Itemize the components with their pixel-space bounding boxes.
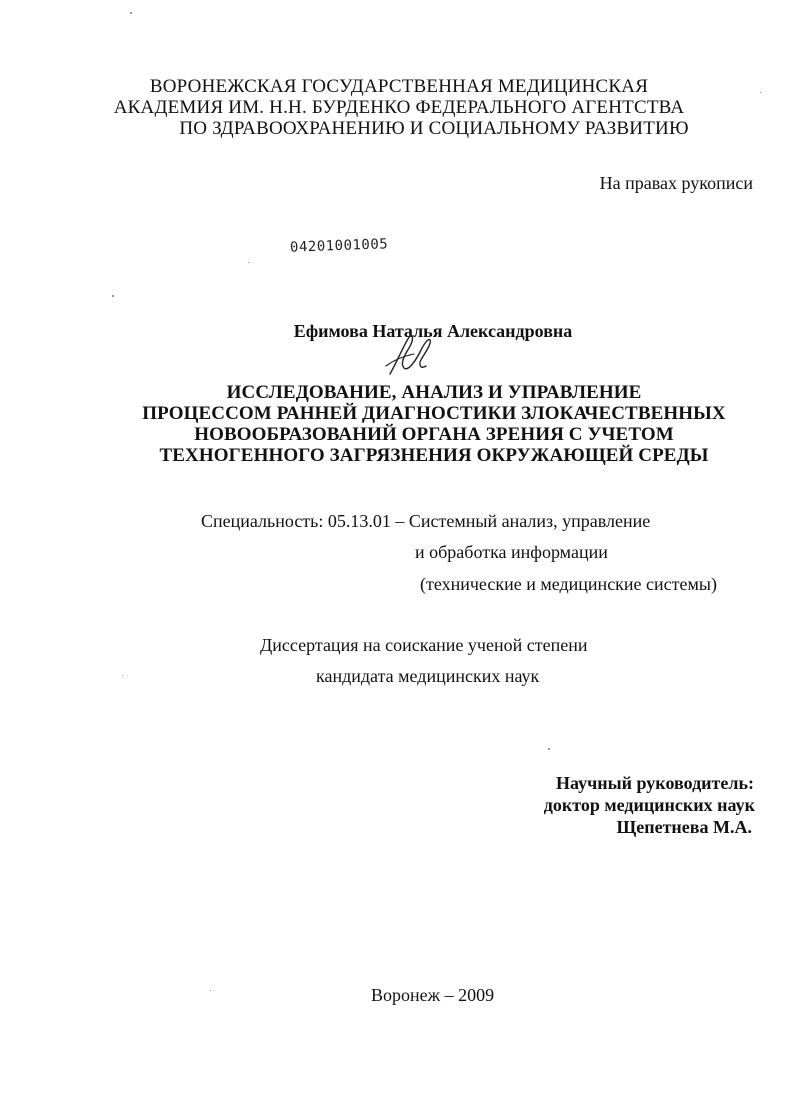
supervisor-name: Щепетнева М.А.: [616, 817, 752, 837]
specialty-line-1: Специальность: 05.13.01 – Системный анализ, управление: [201, 511, 651, 531]
institution-line-2: АКАДЕМИЯ ИМ. Н.Н. БУРДЕНКО ФЕДЕРАЛЬНОГО АГЕНТСТВА: [113, 97, 685, 118]
title-line-4: ТЕХНОГЕННОГО ЗАГРЯЗНЕНИЯ ОКРУЖАЮЩЕЙ СРЕДЫ: [159, 445, 709, 466]
scan-speck: [130, 12, 132, 14]
scan-speck: [760, 92, 761, 93]
specialty-line-3: (технические и медицинские системы): [420, 574, 717, 594]
supervisor-degree: доктор медицинских наук: [543, 795, 755, 815]
dissertation-line-2: кандидата медицинских наук: [316, 666, 540, 686]
stamp-number: 04201001005: [289, 236, 389, 256]
signature-mark: [380, 330, 440, 380]
specialty-line-2: и обработка информации: [415, 542, 608, 562]
title-line-3: НОВООБРАЗОВАНИЙ ОРГАНА ЗРЕНИЯ С УЧЕТОМ: [194, 424, 674, 445]
scan-speck: [112, 295, 114, 297]
rights-note: На правах рукописи: [599, 173, 753, 193]
institution-line-3: ПО ЗДРАВООХРАНЕНИЮ И СОЦИАЛЬНОМУ РАЗВИТИЮ: [179, 118, 689, 139]
place-year: Воронеж – 2009: [371, 985, 495, 1005]
title-line-2: ПРОЦЕССОМ РАННЕЙ ДИАГНОСТИКИ ЗЛОКАЧЕСТВЕННЫХ: [142, 403, 726, 424]
title-line-1: ИССЛЕДОВАНИЕ, АНАЛИЗ И УПРАВЛЕНИЕ: [226, 382, 642, 403]
author-name: Ефимова Наталья Александровна: [293, 321, 573, 341]
institution-line-1: ВОРОНЕЖСКАЯ ГОСУДАРСТВЕННАЯ МЕДИЦИНСКАЯ: [149, 76, 649, 97]
dissertation-line-1: Диссертация на соискание ученой степени: [260, 635, 588, 655]
scan-speck: [122, 675, 123, 676]
scan-speck: [248, 262, 249, 263]
supervisor-label: Научный руководитель:: [556, 773, 754, 793]
scan-speck: [210, 990, 211, 991]
scan-speck: [548, 748, 550, 750]
